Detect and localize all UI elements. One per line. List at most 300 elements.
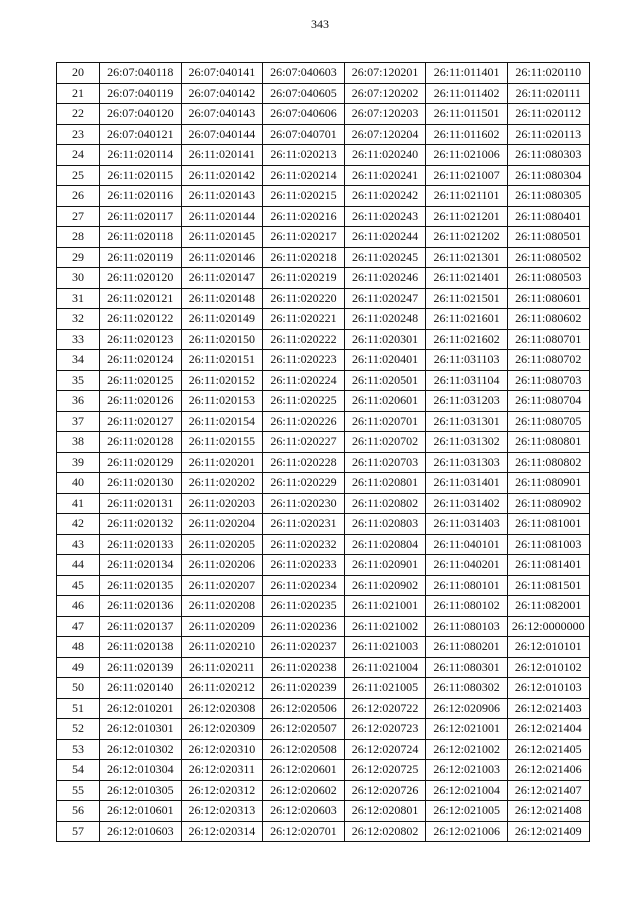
row-number-cell: 38 xyxy=(57,432,100,453)
cadastral-number-cell: 26:11:011402 xyxy=(426,83,508,104)
cadastral-number-cell: 26:11:020401 xyxy=(344,350,426,371)
cadastral-number-cell: 26:11:020247 xyxy=(344,288,426,309)
cadastral-number-cell: 26:12:021001 xyxy=(426,719,508,740)
cadastral-number-cell: 26:11:031403 xyxy=(426,514,508,535)
cadastral-number-cell: 26:11:020220 xyxy=(263,288,345,309)
cadastral-number-cell: 26:11:020114 xyxy=(100,145,182,166)
row-number-cell: 46 xyxy=(57,596,100,617)
cadastral-number-cell: 26:12:010201 xyxy=(100,698,182,719)
cadastral-number-cell: 26:07:120204 xyxy=(344,124,426,145)
cadastral-number-cell: 26:11:080503 xyxy=(507,268,589,289)
cadastral-number-cell: 26:11:020130 xyxy=(100,473,182,494)
cadastral-number-cell: 26:11:020240 xyxy=(344,145,426,166)
table-row xyxy=(57,555,590,576)
table-row xyxy=(57,104,590,125)
table-row xyxy=(57,63,590,84)
row-number-cell: 23 xyxy=(57,124,100,145)
cadastral-number-cell: 26:11:021007 xyxy=(426,165,508,186)
table-row xyxy=(57,83,590,104)
cadastral-number-cell: 26:11:020237 xyxy=(263,637,345,658)
cadastral-number-cell: 26:11:020241 xyxy=(344,165,426,186)
cadastral-number-cell: 26:11:020234 xyxy=(263,575,345,596)
cadastral-number-cell: 26:11:020226 xyxy=(263,411,345,432)
cadastral-number-cell: 26:07:040118 xyxy=(100,63,182,84)
cadastral-number-cell: 26:12:020802 xyxy=(344,821,426,842)
cadastral-number-cell: 26:12:021003 xyxy=(426,760,508,781)
cadastral-number-cell: 26:11:020120 xyxy=(100,268,182,289)
cadastral-number-cell: 26:11:020235 xyxy=(263,596,345,617)
cadastral-number-cell: 26:12:020602 xyxy=(263,780,345,801)
table-row xyxy=(57,370,590,391)
cadastral-number-cell: 26:11:020146 xyxy=(181,247,263,268)
table-row xyxy=(57,637,590,658)
cadastral-number-cell: 26:12:020722 xyxy=(344,698,426,719)
cadastral-number-cell: 26:11:021501 xyxy=(426,288,508,309)
cadastral-number-cell: 26:12:020309 xyxy=(181,719,263,740)
cadastral-number-cell: 26:11:021101 xyxy=(426,186,508,207)
cadastral-number-cell: 26:11:080301 xyxy=(426,657,508,678)
cadastral-number-cell: 26:11:021202 xyxy=(426,227,508,248)
cadastral-number-cell: 26:11:020206 xyxy=(181,555,263,576)
table-row xyxy=(57,247,590,268)
cadastral-number-cell: 26:11:021301 xyxy=(426,247,508,268)
cadastral-number-cell: 26:12:021409 xyxy=(507,821,589,842)
row-number-cell: 37 xyxy=(57,411,100,432)
cadastral-number-cell: 26:12:020906 xyxy=(426,698,508,719)
table-row xyxy=(57,596,590,617)
table-row xyxy=(57,821,590,842)
cadastral-number-cell: 26:11:020215 xyxy=(263,186,345,207)
cadastral-number-cell: 26:11:020154 xyxy=(181,411,263,432)
cadastral-number-cell: 26:12:020308 xyxy=(181,698,263,719)
cadastral-number-cell: 26:11:020149 xyxy=(181,309,263,330)
cadastral-number-cell: 26:12:010601 xyxy=(100,801,182,822)
cadastral-number-cell: 26:12:021405 xyxy=(507,739,589,760)
cadastral-number-cell: 26:11:020209 xyxy=(181,616,263,637)
cadastral-number-cell: 26:11:080302 xyxy=(426,678,508,699)
table-row xyxy=(57,534,590,555)
cadastral-number-cell: 26:11:020210 xyxy=(181,637,263,658)
cadastral-number-cell: 26:11:020601 xyxy=(344,391,426,412)
cadastral-number-cell: 26:12:021404 xyxy=(507,719,589,740)
row-number-cell: 50 xyxy=(57,678,100,699)
cadastral-number-cell: 26:11:020219 xyxy=(263,268,345,289)
table-row xyxy=(57,391,590,412)
row-number-cell: 35 xyxy=(57,370,100,391)
cadastral-number-cell: 26:11:020243 xyxy=(344,206,426,227)
cadastral-number-cell: 26:07:120201 xyxy=(344,63,426,84)
cadastral-number-cell: 26:07:040120 xyxy=(100,104,182,125)
cadastral-number-cell: 26:11:021003 xyxy=(344,637,426,658)
cadastral-number-cell: 26:11:021006 xyxy=(426,145,508,166)
cadastral-number-cell: 26:11:020143 xyxy=(181,186,263,207)
cadastral-number-cell: 26:12:020310 xyxy=(181,739,263,760)
row-number-cell: 56 xyxy=(57,801,100,822)
cadastral-number-cell: 26:12:010304 xyxy=(100,760,182,781)
row-number-cell: 45 xyxy=(57,575,100,596)
cadastral-number-cell: 26:11:080705 xyxy=(507,411,589,432)
cadastral-number-cell: 26:12:020801 xyxy=(344,801,426,822)
cadastral-number-cell: 26:11:020248 xyxy=(344,309,426,330)
cadastral-number-cell: 26:11:020301 xyxy=(344,329,426,350)
cadastral-number-cell: 26:11:031103 xyxy=(426,350,508,371)
cadastral-number-cell: 26:11:020136 xyxy=(100,596,182,617)
cadastral-number-cell: 26:11:020804 xyxy=(344,534,426,555)
row-number-cell: 48 xyxy=(57,637,100,658)
row-number-cell: 36 xyxy=(57,391,100,412)
cadastral-number-cell: 26:11:021601 xyxy=(426,309,508,330)
cadastral-number-cell: 26:12:020311 xyxy=(181,760,263,781)
cadastral-number-cell: 26:11:020201 xyxy=(181,452,263,473)
cadastral-number-cell: 26:11:020214 xyxy=(263,165,345,186)
cadastral-number-cell: 26:07:120203 xyxy=(344,104,426,125)
cadastral-number-cell: 26:11:080101 xyxy=(426,575,508,596)
cadastral-number-cell: 26:11:020244 xyxy=(344,227,426,248)
table-row xyxy=(57,801,590,822)
cadastral-number-cell: 26:12:010603 xyxy=(100,821,182,842)
cadastral-number-cell: 26:11:020133 xyxy=(100,534,182,555)
cadastral-number-cell: 26:12:021002 xyxy=(426,739,508,760)
cadastral-number-cell: 26:11:020115 xyxy=(100,165,182,186)
cadastral-number-cell: 26:11:021201 xyxy=(426,206,508,227)
cadastral-number-cell: 26:11:020227 xyxy=(263,432,345,453)
cadastral-number-cell: 26:11:020152 xyxy=(181,370,263,391)
row-number-cell: 27 xyxy=(57,206,100,227)
cadastral-number-cell: 26:11:020123 xyxy=(100,329,182,350)
cadastral-quarters-table xyxy=(56,62,590,842)
cadastral-number-cell: 26:12:020313 xyxy=(181,801,263,822)
cadastral-number-cell: 26:11:081001 xyxy=(507,514,589,535)
cadastral-number-cell: 26:11:020124 xyxy=(100,350,182,371)
row-number-cell: 51 xyxy=(57,698,100,719)
cadastral-number-cell: 26:11:020118 xyxy=(100,227,182,248)
cadastral-number-cell: 26:07:040605 xyxy=(263,83,345,104)
cadastral-number-cell: 26:11:020137 xyxy=(100,616,182,637)
cadastral-number-cell: 26:12:010301 xyxy=(100,719,182,740)
cadastral-number-cell: 26:12:020314 xyxy=(181,821,263,842)
table-row xyxy=(57,350,590,371)
cadastral-number-cell: 26:11:080305 xyxy=(507,186,589,207)
cadastral-number-cell: 26:11:080201 xyxy=(426,637,508,658)
cadastral-number-cell: 26:11:080801 xyxy=(507,432,589,453)
cadastral-number-cell: 26:12:021005 xyxy=(426,801,508,822)
cadastral-number-cell: 26:11:020501 xyxy=(344,370,426,391)
cadastral-number-cell: 26:11:020122 xyxy=(100,309,182,330)
cadastral-number-cell: 26:11:021005 xyxy=(344,678,426,699)
row-number-cell: 34 xyxy=(57,350,100,371)
cadastral-number-cell: 26:07:040606 xyxy=(263,104,345,125)
cadastral-number-cell: 26:12:010305 xyxy=(100,780,182,801)
table-row xyxy=(57,473,590,494)
cadastral-number-cell: 26:11:020223 xyxy=(263,350,345,371)
cadastral-number-cell: 26:11:020217 xyxy=(263,227,345,248)
row-number-cell: 22 xyxy=(57,104,100,125)
cadastral-number-cell: 26:11:020116 xyxy=(100,186,182,207)
table-row xyxy=(57,268,590,289)
table-row xyxy=(57,514,590,535)
cadastral-number-cell: 26:11:011501 xyxy=(426,104,508,125)
cadastral-number-cell: 26:11:020207 xyxy=(181,575,263,596)
row-number-cell: 42 xyxy=(57,514,100,535)
table-row xyxy=(57,616,590,637)
cadastral-number-cell: 26:11:080102 xyxy=(426,596,508,617)
table-row xyxy=(57,698,590,719)
table-row xyxy=(57,657,590,678)
cadastral-number-cell: 26:11:080902 xyxy=(507,493,589,514)
cadastral-number-cell: 26:11:021401 xyxy=(426,268,508,289)
cadastral-number-cell: 26:11:080701 xyxy=(507,329,589,350)
cadastral-number-cell: 26:12:021403 xyxy=(507,698,589,719)
cadastral-number-cell: 26:11:020230 xyxy=(263,493,345,514)
cadastral-number-cell: 26:11:011401 xyxy=(426,63,508,84)
cadastral-number-cell: 26:11:031301 xyxy=(426,411,508,432)
cadastral-number-cell: 26:11:020129 xyxy=(100,452,182,473)
cadastral-number-cell: 26:11:020203 xyxy=(181,493,263,514)
cadastral-number-cell: 26:11:020140 xyxy=(100,678,182,699)
cadastral-number-cell: 26:11:020147 xyxy=(181,268,263,289)
cadastral-number-cell: 26:11:080501 xyxy=(507,227,589,248)
cadastral-number-cell: 26:12:020603 xyxy=(263,801,345,822)
cadastral-number-cell: 26:11:020126 xyxy=(100,391,182,412)
table-row xyxy=(57,411,590,432)
cadastral-number-cell: 26:11:020216 xyxy=(263,206,345,227)
cadastral-number-cell: 26:11:020221 xyxy=(263,309,345,330)
row-number-cell: 29 xyxy=(57,247,100,268)
cadastral-number-cell: 26:11:080901 xyxy=(507,473,589,494)
cadastral-number-cell: 26:11:020703 xyxy=(344,452,426,473)
cadastral-number-cell: 26:07:040119 xyxy=(100,83,182,104)
cadastral-number-cell: 26:11:020213 xyxy=(263,145,345,166)
row-number-cell: 32 xyxy=(57,309,100,330)
row-number-cell: 28 xyxy=(57,227,100,248)
table-row xyxy=(57,309,590,330)
cadastral-number-cell: 26:11:020232 xyxy=(263,534,345,555)
row-number-cell: 55 xyxy=(57,780,100,801)
cadastral-number-cell: 26:11:020127 xyxy=(100,411,182,432)
table-row xyxy=(57,165,590,186)
cadastral-number-cell: 26:12:020726 xyxy=(344,780,426,801)
cadastral-number-cell: 26:11:020117 xyxy=(100,206,182,227)
cadastral-number-cell: 26:11:031401 xyxy=(426,473,508,494)
cadastral-number-cell: 26:11:081401 xyxy=(507,555,589,576)
cadastral-number-cell: 26:07:040142 xyxy=(181,83,263,104)
cadastral-number-cell: 26:11:020148 xyxy=(181,288,263,309)
cadastral-number-cell: 26:11:020239 xyxy=(263,678,345,699)
cadastral-number-cell: 26:11:020902 xyxy=(344,575,426,596)
cadastral-number-cell: 26:11:020131 xyxy=(100,493,182,514)
cadastral-number-cell: 26:11:021002 xyxy=(344,616,426,637)
cadastral-number-cell: 26:07:040701 xyxy=(263,124,345,145)
table-row xyxy=(57,760,590,781)
cadastral-number-cell: 26:11:080802 xyxy=(507,452,589,473)
row-number-cell: 20 xyxy=(57,63,100,84)
cadastral-number-cell: 26:12:021006 xyxy=(426,821,508,842)
cadastral-number-cell: 26:11:020202 xyxy=(181,473,263,494)
cadastral-number-cell: 26:11:031302 xyxy=(426,432,508,453)
cadastral-number-cell: 26:11:020246 xyxy=(344,268,426,289)
cadastral-number-cell: 26:11:020132 xyxy=(100,514,182,535)
cadastral-number-cell: 26:11:020228 xyxy=(263,452,345,473)
row-number-cell: 26 xyxy=(57,186,100,207)
cadastral-number-cell: 26:11:011602 xyxy=(426,124,508,145)
table-row xyxy=(57,145,590,166)
cadastral-number-cell: 26:11:020150 xyxy=(181,329,263,350)
cadastral-number-cell: 26:11:080602 xyxy=(507,309,589,330)
cadastral-number-cell: 26:12:010103 xyxy=(507,678,589,699)
cadastral-number-cell: 26:11:031303 xyxy=(426,452,508,473)
table-row xyxy=(57,186,590,207)
cadastral-number-cell: 26:11:020245 xyxy=(344,247,426,268)
cadastral-number-cell: 26:07:040121 xyxy=(100,124,182,145)
cadastral-number-cell: 26:11:080703 xyxy=(507,370,589,391)
table-row xyxy=(57,452,590,473)
row-number-cell: 25 xyxy=(57,165,100,186)
row-number-cell: 40 xyxy=(57,473,100,494)
cadastral-number-cell: 26:11:020110 xyxy=(507,63,589,84)
cadastral-number-cell: 26:11:020222 xyxy=(263,329,345,350)
cadastral-number-cell: 26:11:020134 xyxy=(100,555,182,576)
cadastral-number-cell: 26:12:010302 xyxy=(100,739,182,760)
cadastral-number-cell: 26:11:020702 xyxy=(344,432,426,453)
table-row xyxy=(57,432,590,453)
cadastral-number-cell: 26:11:020142 xyxy=(181,165,263,186)
cadastral-number-cell: 26:11:031203 xyxy=(426,391,508,412)
cadastral-number-cell: 26:12:021408 xyxy=(507,801,589,822)
cadastral-number-cell: 26:11:021602 xyxy=(426,329,508,350)
cadastral-number-cell: 26:11:020204 xyxy=(181,514,263,535)
cadastral-number-cell: 26:07:040603 xyxy=(263,63,345,84)
cadastral-number-cell: 26:12:020724 xyxy=(344,739,426,760)
cadastral-number-cell: 26:11:081501 xyxy=(507,575,589,596)
table-row xyxy=(57,227,590,248)
row-number-cell: 43 xyxy=(57,534,100,555)
cadastral-number-cell: 26:11:080303 xyxy=(507,145,589,166)
cadastral-number-cell: 26:11:021004 xyxy=(344,657,426,678)
table-row xyxy=(57,678,590,699)
cadastral-number-cell: 26:11:021001 xyxy=(344,596,426,617)
cadastral-number-cell: 26:11:082001 xyxy=(507,596,589,617)
cadastral-number-cell: 26:11:020155 xyxy=(181,432,263,453)
cadastral-number-cell: 26:11:080601 xyxy=(507,288,589,309)
cadastral-number-cell: 26:11:020138 xyxy=(100,637,182,658)
cadastral-number-cell: 26:11:020153 xyxy=(181,391,263,412)
cadastral-number-cell: 26:11:020135 xyxy=(100,575,182,596)
cadastral-number-cell: 26:12:020506 xyxy=(263,698,345,719)
row-number-cell: 33 xyxy=(57,329,100,350)
cadastral-number-cell: 26:11:031104 xyxy=(426,370,508,391)
cadastral-number-cell: 26:12:020312 xyxy=(181,780,263,801)
cadastral-number-cell: 26:12:021406 xyxy=(507,760,589,781)
cadastral-number-cell: 26:11:020231 xyxy=(263,514,345,535)
cadastral-number-cell: 26:11:020113 xyxy=(507,124,589,145)
cadastral-number-cell: 26:11:020242 xyxy=(344,186,426,207)
table-row xyxy=(57,493,590,514)
cadastral-number-cell: 26:11:080401 xyxy=(507,206,589,227)
cadastral-number-cell: 26:12:020507 xyxy=(263,719,345,740)
cadastral-number-cell: 26:11:020141 xyxy=(181,145,263,166)
cadastral-number-cell: 26:11:020801 xyxy=(344,473,426,494)
cadastral-number-cell: 26:11:020151 xyxy=(181,350,263,371)
cadastral-number-cell: 26:07:040143 xyxy=(181,104,263,125)
cadastral-number-cell: 26:11:020112 xyxy=(507,104,589,125)
cadastral-number-cell: 26:11:020803 xyxy=(344,514,426,535)
cadastral-number-cell: 26:12:020508 xyxy=(263,739,345,760)
cadastral-number-cell: 26:12:021004 xyxy=(426,780,508,801)
table-row xyxy=(57,288,590,309)
cadastral-number-cell: 26:11:081003 xyxy=(507,534,589,555)
row-number-cell: 44 xyxy=(57,555,100,576)
row-number-cell: 31 xyxy=(57,288,100,309)
table-row xyxy=(57,206,590,227)
cadastral-number-cell: 26:11:020212 xyxy=(181,678,263,699)
cadastral-number-cell: 26:11:020236 xyxy=(263,616,345,637)
cadastral-number-cell: 26:11:020125 xyxy=(100,370,182,391)
row-number-cell: 53 xyxy=(57,739,100,760)
cadastral-number-cell: 26:11:080704 xyxy=(507,391,589,412)
row-number-cell: 57 xyxy=(57,821,100,842)
cadastral-number-cell: 26:11:031402 xyxy=(426,493,508,514)
page-number: 343 xyxy=(311,17,329,31)
cadastral-number-cell: 26:11:020208 xyxy=(181,596,263,617)
cadastral-number-cell: 26:11:020901 xyxy=(344,555,426,576)
cadastral-number-cell: 26:11:020233 xyxy=(263,555,345,576)
cadastral-number-cell: 26:11:020119 xyxy=(100,247,182,268)
row-number-cell: 52 xyxy=(57,719,100,740)
cadastral-number-cell: 26:11:020238 xyxy=(263,657,345,678)
cadastral-number-cell: 26:11:080502 xyxy=(507,247,589,268)
cadastral-number-cell: 26:11:040101 xyxy=(426,534,508,555)
cadastral-number-cell: 26:11:020211 xyxy=(181,657,263,678)
cadastral-number-cell: 26:11:020121 xyxy=(100,288,182,309)
row-number-cell: 24 xyxy=(57,145,100,166)
cadastral-number-cell: 26:11:020128 xyxy=(100,432,182,453)
cadastral-number-cell: 26:07:040144 xyxy=(181,124,263,145)
cadastral-number-cell: 26:11:020139 xyxy=(100,657,182,678)
table-row xyxy=(57,739,590,760)
cadastral-number-cell: 26:11:080702 xyxy=(507,350,589,371)
cadastral-number-cell: 26:11:020218 xyxy=(263,247,345,268)
row-number-cell: 21 xyxy=(57,83,100,104)
row-number-cell: 49 xyxy=(57,657,100,678)
cadastral-number-cell: 26:11:020224 xyxy=(263,370,345,391)
table-row xyxy=(57,780,590,801)
cadastral-number-cell: 26:11:020145 xyxy=(181,227,263,248)
cadastral-number-cell: 26:07:040141 xyxy=(181,63,263,84)
cadastral-number-cell: 26:11:020802 xyxy=(344,493,426,514)
cadastral-number-cell: 26:11:020111 xyxy=(507,83,589,104)
cadastral-number-cell: 26:11:020144 xyxy=(181,206,263,227)
row-number-cell: 54 xyxy=(57,760,100,781)
cadastral-number-cell: 26:11:020225 xyxy=(263,391,345,412)
cadastral-number-cell: 26:12:0000000 xyxy=(507,616,589,637)
table-body xyxy=(57,63,590,842)
row-number-cell: 30 xyxy=(57,268,100,289)
row-number-cell: 39 xyxy=(57,452,100,473)
table-row xyxy=(57,329,590,350)
cadastral-number-cell: 26:11:080304 xyxy=(507,165,589,186)
cadastral-number-cell: 26:11:040201 xyxy=(426,555,508,576)
row-number-cell: 47 xyxy=(57,616,100,637)
cadastral-number-cell: 26:11:020229 xyxy=(263,473,345,494)
cadastral-number-cell: 26:12:020725 xyxy=(344,760,426,781)
cadastral-number-cell: 26:12:010102 xyxy=(507,657,589,678)
cadastral-number-cell: 26:12:020723 xyxy=(344,719,426,740)
table-row xyxy=(57,719,590,740)
cadastral-number-cell: 26:12:010101 xyxy=(507,637,589,658)
cadastral-number-cell: 26:11:020701 xyxy=(344,411,426,432)
cadastral-number-cell: 26:12:020601 xyxy=(263,760,345,781)
cadastral-number-cell: 26:12:021407 xyxy=(507,780,589,801)
